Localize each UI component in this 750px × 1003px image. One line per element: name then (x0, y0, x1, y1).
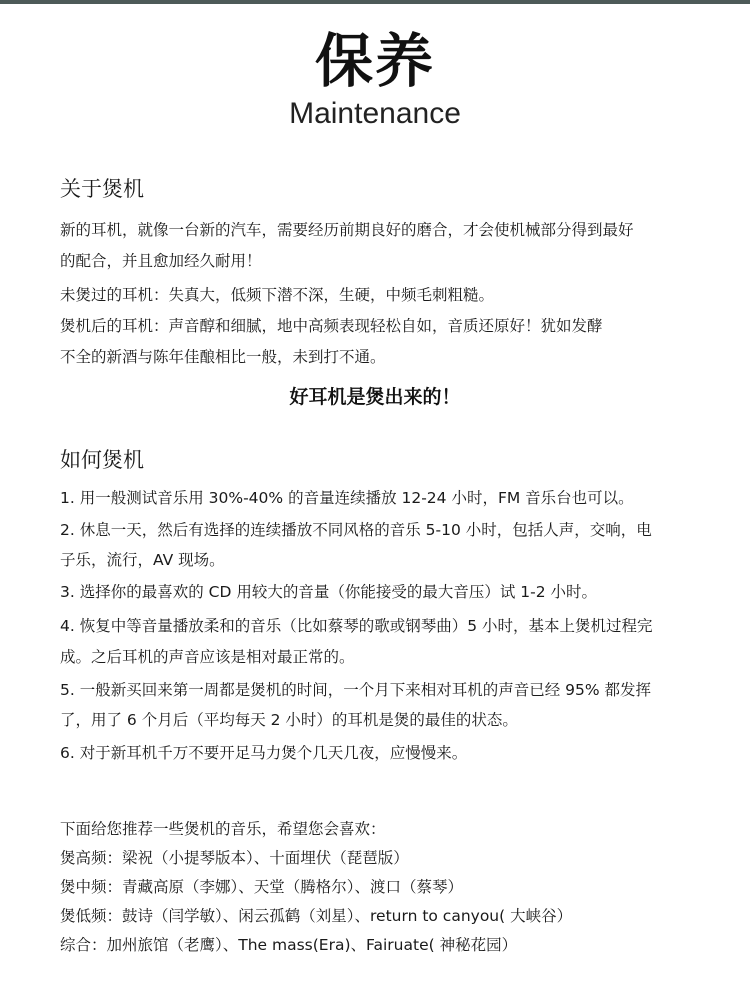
howto-step-line: 成。之后耳机的声音应该是相对最正常的。 (60, 648, 355, 666)
music-item-high: 煲高频：梁祝（小提琴版本）、十面埋伏（琵琶版） (60, 849, 409, 867)
music-item-mixed: 综合：加州旅馆（老鹰）、The mass(Era)、Fairuate( 神秘花园） (60, 936, 518, 954)
howto-step-line: 5. 一般新买回来第一周都是煲机的时间，一个月下来相对耳机的声音已经 95% 都发挥 (60, 681, 652, 699)
howto-step-line: 子乐，流行，AV 现场。 (60, 551, 225, 569)
howto-step-line: 了，用了 6 个月后（平均每天 2 小时）的耳机是煲的最佳的状态。 (60, 711, 518, 729)
top-border (0, 0, 750, 4)
page-title: 保养 (314, 27, 435, 95)
slogan: 好耳机是煲出来的！ (289, 386, 461, 408)
music-item-low: 煲低频：鼓诗（闫学敏）、闲云孤鹤（刘星）、return to canyou( 大峡谷） (60, 907, 573, 925)
howto-step-line: 4. 恢复中等音量播放柔和的音乐（比如蔡琴的歌或钢琴曲）5 小时，基本上煲机过程完 (60, 617, 653, 635)
about-paragraph-line: 的配合，并且愈加经久耐用！ (60, 252, 262, 270)
about-paragraph-line: 新的耳机，就像一台新的汽车，需要经历前期良好的磨合，才会使机械部分得到最好 (60, 221, 634, 239)
section-heading-about: 关于煲机 (60, 177, 144, 201)
about-paragraph-line: 未煲过的耳机：失真大，低频下潜不深，生硬，中频毛刺粗糙。 (60, 286, 495, 304)
howto-step-line: 2. 休息一天，然后有选择的连续播放不同风格的音乐 5-10 小时，包括人声，交响，电 (60, 521, 652, 539)
section-heading-howto: 如何煲机 (60, 448, 144, 472)
howto-step-line: 6. 对于新耳机千万不要开足马力煲个几天几夜，应慢慢来。 (60, 744, 468, 762)
music-intro: 下面给您推荐一些煲机的音乐，希望您会喜欢： (60, 820, 386, 838)
howto-step-line: 1. 用一般测试音乐用 30%-40% 的音量连续播放 12-24 小时，FM 音乐台也可以。 (60, 489, 634, 507)
page-subtitle: Maintenance (289, 97, 461, 130)
howto-step-line: 3. 选择你的最喜欢的 CD 用较大的音量（你能接受的最大音压）试 1-2 小时。 (60, 583, 597, 601)
music-item-mid: 煲中频：青藏高原（李娜）、天堂（腾格尔）、渡口（蔡琴） (60, 878, 464, 896)
about-paragraph-line: 煲机后的耳机：声音醇和细腻，地中高频表现轻松自如，音质还原好！犹如发酵 (60, 317, 603, 335)
about-paragraph-line: 不全的新酒与陈年佳酿相比一般，未到打不通。 (60, 348, 386, 366)
